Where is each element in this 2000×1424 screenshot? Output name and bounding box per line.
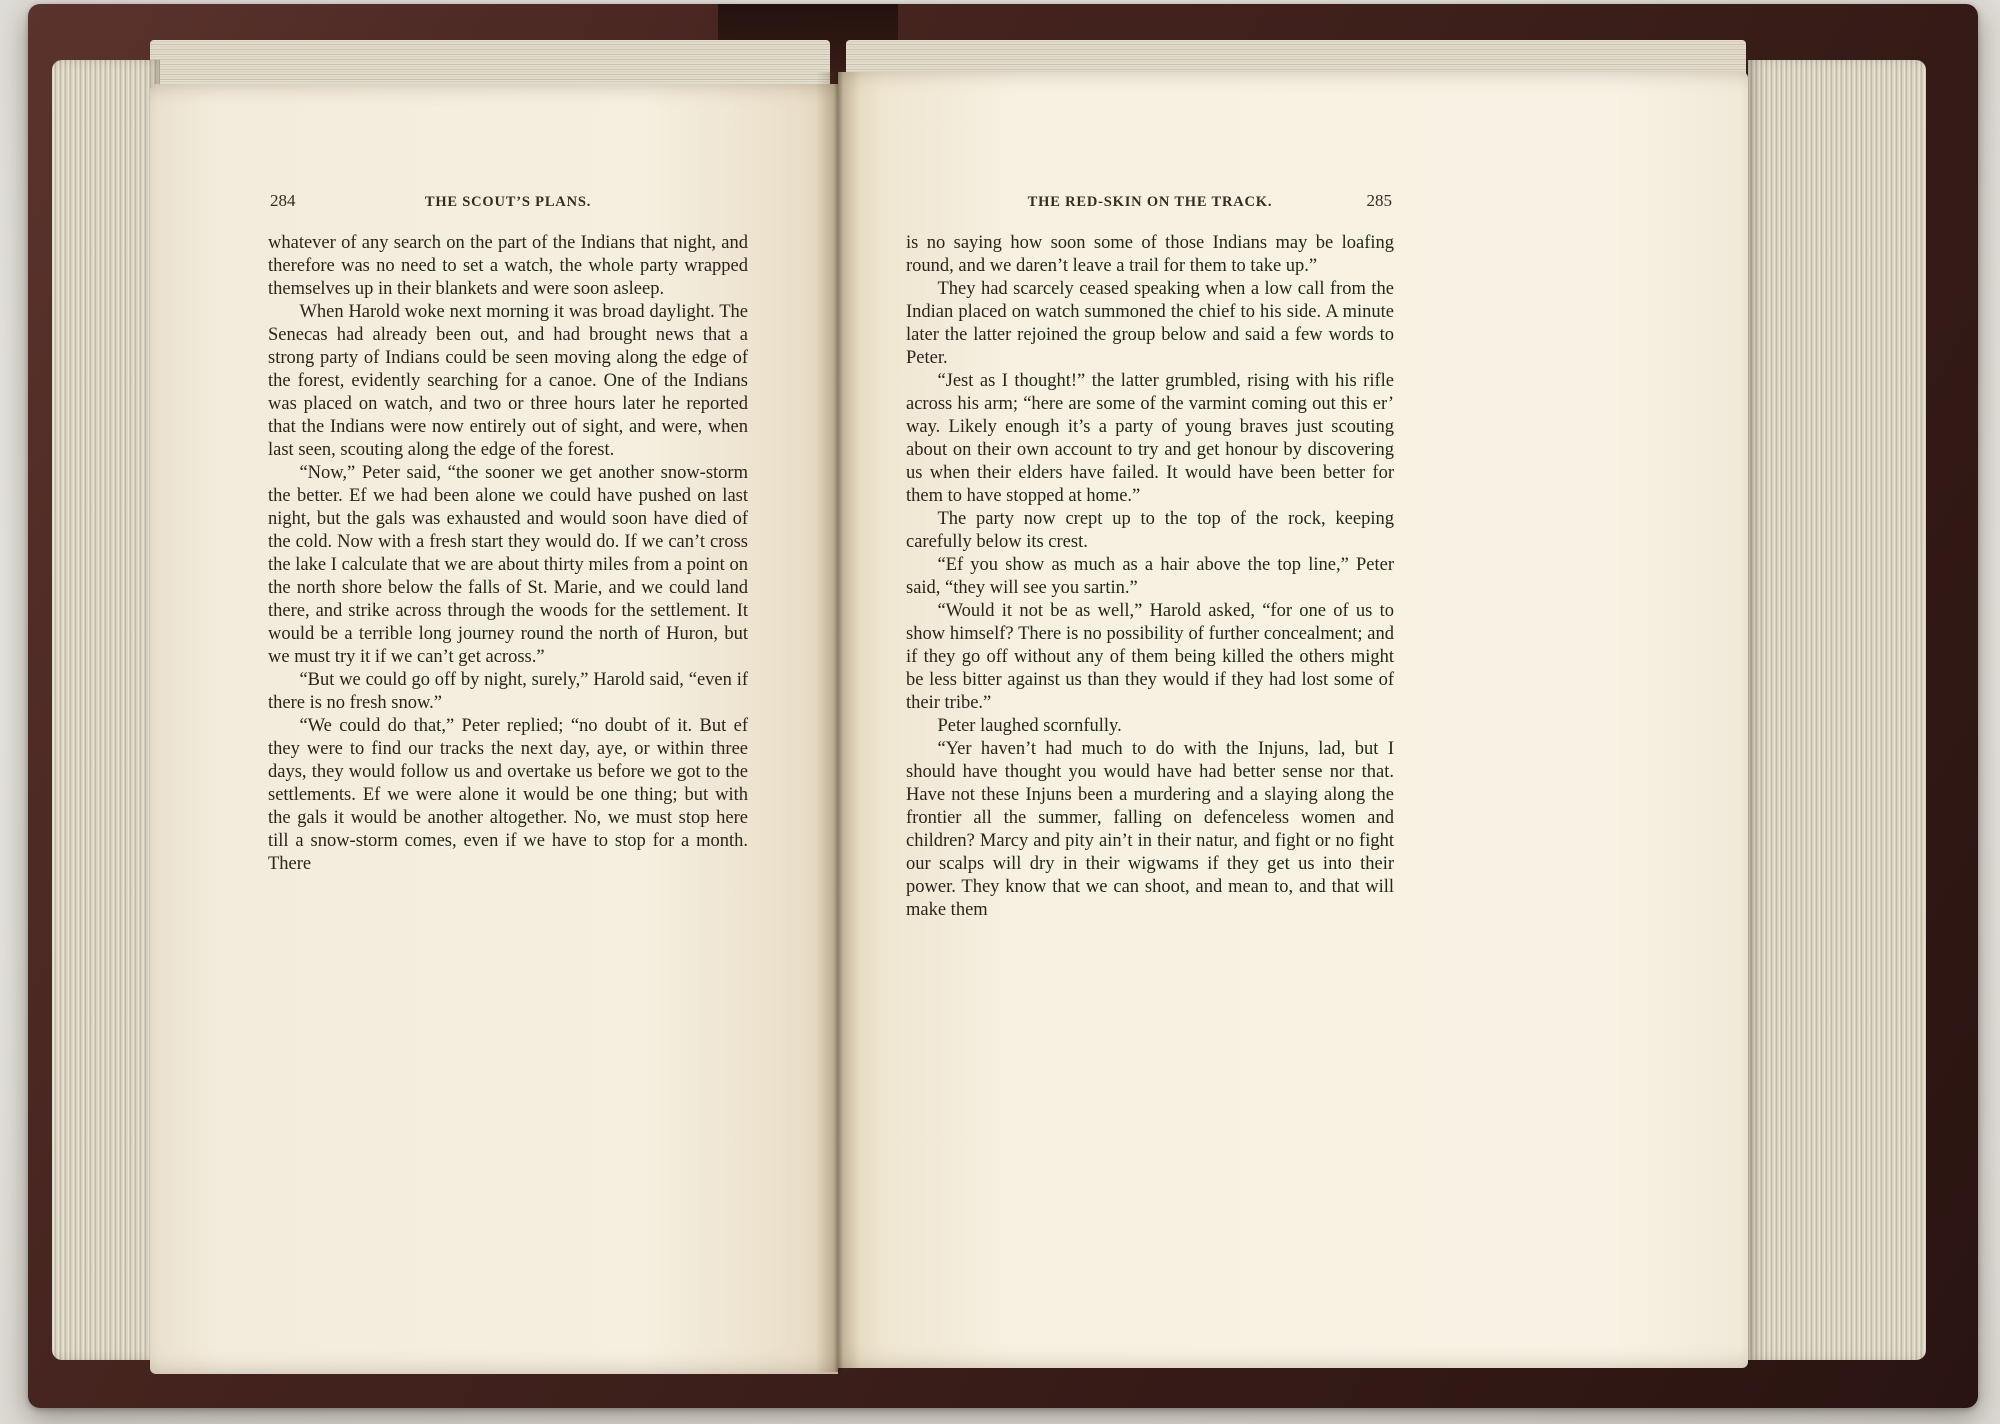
paragraph: They had scarcely ceased speaking when a low call from the Indian placed on watch summoned the chief to his side. A minute later the latter rejoined the group below and said a few words to Peter. [906, 279, 1394, 368]
paragraph: “Yer haven’t had much to do with the Injuns, lad, but I should have thought you would have had better sense nor that. Have not these Injuns been a murdering and a slaying along the frontier all the summer, falling on defenceless women and children? Marcy and pity ain’t in their natur, and fight or no fight our scalps will dry in their wigwams if they get us into their power. They know that we can shoot, and mean to, and that will make them [906, 739, 1394, 920]
paragraph: “But we could go off by night, surely,” Harold said, “even if there is no fresh snow.” [268, 670, 748, 713]
running-header-right: THE RED-SKIN ON THE TRACK. [1027, 194, 1273, 210]
paragraph: “Would it not be as well,” Harold asked, “for one of us to show himself? There is no possibility of further concealment; and if they go off without any of them being killed the others might be less bitter against us than they would if they had lost some of their tribe.” [906, 601, 1394, 713]
left-page-content [268, 191, 748, 876]
left-page-text [268, 232, 748, 876]
running-header-left: THE SCOUT’S PLANS. [424, 194, 592, 210]
page-number-left: 284 [270, 191, 296, 210]
left-page-header [268, 191, 748, 232]
paragraph: Peter laughed scornfully. [937, 716, 1122, 736]
paragraph: “Ef you show as much as a hair above the top line,” Peter said, “they will see you sartin.” [906, 555, 1394, 598]
right-page-text [906, 232, 1394, 922]
paragraph: The party now crept up to the top of the rock, keeping carefully below its crest. [906, 509, 1394, 552]
paragraph: “Jest as I thought!” the latter grumbled, rising with his rifle across his arm; “here are some of the varmint coming out this er’ way. Likely enough it’s a party of young braves just scouting about on their own account to try and get honour by discovering us when their elders have failed. It would have been better for them to have stopped at home.” [906, 371, 1394, 506]
paragraph: “We could do that,” Peter replied; “no doubt of it. But ef they were to find our tracks the next day, aye, or within three days, they would follow us and overtake us before we got to the settlements. Ef we were alone it would be one thing; but with the gals it would be another altogether. No, we must stop here till a snow-storm comes, even if we have to stop for a month. There [268, 716, 748, 874]
paragraph: whatever of any search on the part of the Indians that night, and therefore was no need to set a watch, the whole party wrapped themselves up in their blankets and were soon asleep. [268, 233, 748, 299]
paragraph: “Now,” Peter said, “the sooner we get another snow-storm the better. Ef we had been alone we could have pushed on last night, but the gals was exhausted and would soon have died of the cold. Now with a fresh start they would do. If we can’t cross the lake I calculate that we are about thirty miles from a point on the north shore below the falls of St. Marie, and we could land there, and strike across through the woods for the settlement. It would be a terrible long journey round the north of Huron, but we must try it if we can’t get across.” [268, 463, 748, 667]
paragraph: is no saying how soon some of those Indians may be loafing round, and we daren’t leave a trail for them to take up.” [906, 233, 1394, 276]
page-edges-right [1748, 60, 1926, 1360]
right-page-content [906, 191, 1394, 922]
right-page-header [906, 191, 1394, 232]
page-number-right: 285 [1366, 191, 1392, 210]
paragraph: When Harold woke next morning it was broad daylight. The Senecas had already been out, and had brought news that a strong party of Indians could be seen moving along the edge of the forest, evidently searching for a canoe. One of the Indians was placed on watch, and two or three hours later he reported that the Indians were now entirely out of sight, and were, when last seen, scouting along the edge of the forest. [268, 302, 748, 460]
page-edges-left [52, 60, 160, 1360]
